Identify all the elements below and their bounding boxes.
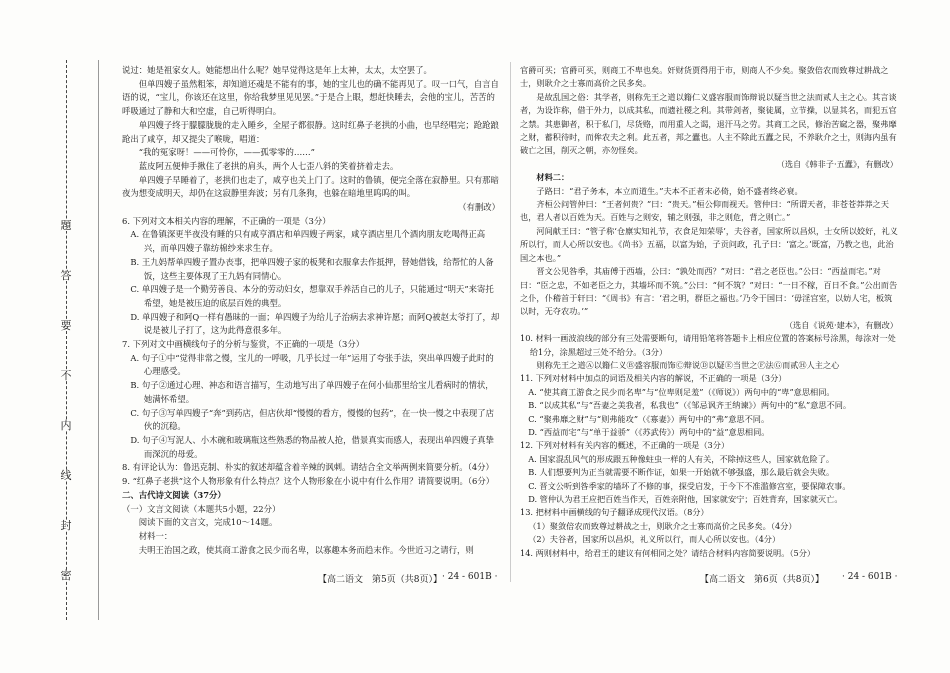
binding-char: 答 bbox=[56, 270, 76, 281]
binding-char: 要 bbox=[56, 320, 76, 331]
binding-char: 題 bbox=[56, 220, 76, 231]
binding-char: 封 bbox=[56, 520, 76, 531]
right-text-line: D. 管仲认为君王应把百姓当作天，百姓亲附他，国家就安宁；百姓背弃，国家就灭亡。 bbox=[528, 494, 843, 504]
right-footer-title: 【高二语文 第6页（共8页）】 bbox=[700, 575, 824, 585]
left-text-line: 但单四嫂子虽然粗笨，却知道还魂是不能有的事，她的宝儿也的确不能再见了。叹一口气，自言自语的说，“宝儿，你该还在这里，你给我梦里见见罢。”于是合上眼，想赶快睡去，会他的宝儿，苦苦的呼吸通过了静和大和空虚，自己听得明白。 bbox=[122, 78, 499, 117]
right-text-line: 是故乱国之俗：其学者，则称先王之道以籍仁义盛容服而饰辩说以疑当世之法而贰人主之心。其言谈者，为设诈称，借于外力，以成其私，而遗社稷之利。其带剑者，聚徒属，立节操，以显其名，而犯五官之禁。其患御者，积于私门，尽货赂，而用重人之谒，退汗马之劳。其商工之民，修治苦窳之器，聚弗靡之财，蓄积待时，而侔农夫之利。此五者，邦之蠹也。人主不除此五蠹之民，不养耿介之士，则海内虽有破亡之国，削灭之朝，亦勿怪矣。 bbox=[520, 91, 897, 156]
left-text-line: C. 句子③写单四嫂子“奔”到药店，但店伙却“慢慢的看方，慢慢的包药”，在一快一慢之中表现了店伙的沉稳。 bbox=[130, 407, 494, 432]
page-divider bbox=[510, 62, 511, 582]
right-text-line: （1）聚敛倍农而致尊过耕战之士，则耿介之士寡而高价之民多矣。（4分） bbox=[528, 520, 797, 531]
right-text-line: B. “以成其私”与“吾妻之美我者，私我也”（《邹忌讽齐王纳谏》）两句中的“私”意思不同。 bbox=[528, 400, 852, 411]
left-text-line: A. 句子①中“觉得非常之慢，宝儿的一呼吸，几乎长过一年”运用了夸张手法，突出单四嫂子此时的心理感受。 bbox=[130, 352, 494, 377]
right-text-line: B. 人们想要判为正当就需要不断作证，如果一开始就不够强盛，那么最后就会失败。 bbox=[528, 467, 835, 478]
left-text-line: 9. “红鼻子老拱”这个人物形象有什么特点？这个人物形象在小说中有什么作用？请简要说明。（6分） bbox=[122, 476, 495, 487]
binding-char: 不 bbox=[56, 370, 76, 381]
right-text-line: A. “使其商工游食之民少而名卑”与“位卑则足羞”（《师说》）两句中的“卑”意思相同。 bbox=[528, 386, 835, 397]
left-text-line: 蓝皮阿五便伸手揪住了老拱的肩头，两个人七歪八斜的笑着挤着走去。 bbox=[138, 160, 399, 171]
binding-char: 线 bbox=[56, 470, 76, 481]
left-text-line: （有删改） bbox=[458, 202, 500, 213]
right-footer-code: · 24 - 601B · bbox=[842, 572, 898, 582]
right-text-line: 河间献王曰：“管子称‘仓廪实知礼节，衣食足知荣辱’，夫谷者，国家所以昌炽，士女所以姣好，礼义所以行，而人心所以安也。《尚书》五福，以富为始，子贡问政，孔子曰：‘富之。’既富，乃教之也，此治国之本也。” bbox=[520, 225, 898, 263]
left-text-line: 单四嫂子终于朦朦胧胧的走入睡乡，全屋子都很静。这时红鼻子老拱的小曲，也早经唱完；跄跄踉跄出了咸亨，却又提尖了喉咙，唱道： bbox=[122, 119, 499, 144]
left-text-line: “我的冤家呀！——可怜你，——孤零零的……” bbox=[138, 147, 315, 158]
right-page-column bbox=[520, 64, 898, 560]
left-text-line: 材料一： bbox=[138, 530, 173, 541]
left-text-line: 二、古代诗文阅读（37分） bbox=[122, 489, 226, 500]
right-text-line: 12. 下列对材料有关内容的概述，不正确的一项是（3分） bbox=[520, 440, 730, 451]
right-text-line: C. 晋文公听到咎季家的墙坏了不修的事，探受启发，于今下不准滥修宫室，要保障农事。 bbox=[528, 480, 851, 491]
binding-dashed-line bbox=[66, 60, 67, 620]
left-footer-code: · 24 - 601B · bbox=[442, 572, 498, 582]
right-text-line: A. 国家混乱风气的形成跟五种像蛀虫一样的人有关，不除掉这些人，国家就危险了。 bbox=[528, 453, 835, 464]
binding-solid-line bbox=[98, 60, 99, 620]
left-text-line: 夫明王治国之政，使其商工游食之民少而名卑，以寡趣本务而趋末作。今世近习之请行，则 bbox=[138, 544, 474, 555]
right-text-line: 10. 材料一画波浪线的部分有三处需要断句，请用铅笔将答题卡上相应位置的答案标号涂黑，每涂对一处给1分，涂黑超过三处不给分。（3分） bbox=[520, 333, 896, 357]
left-text-line: （一）文言文阅读（本题共5小题，22分） bbox=[122, 503, 281, 514]
left-page-column bbox=[122, 64, 500, 557]
right-text-line: 则称先王之道Ⓐ以籍仁义Ⓑ盛容服而饰Ⓒ辩说Ⓓ以疑Ⓔ当世之Ⓕ法Ⓖ而贰Ⓗ人主之心 bbox=[536, 359, 840, 370]
right-text-line: 13. 把材料中画横线的句子翻译成现代汉语。（8分） bbox=[520, 507, 709, 518]
left-text-line: 6. 下列对文本相关内容的理解，不正确的一项是（3分） bbox=[122, 215, 331, 226]
left-text-line: A. 在鲁镇深更半夜没有睡的只有咸亨酒店和单四嫂子两家，咸亨酒店里几个酒肉朋友吃喝得正高兴，而单四嫂子靠纺棉纱来求生存。 bbox=[130, 229, 486, 254]
binding-margin bbox=[6, 60, 106, 620]
left-footer-title: 【高二语文 第5页（共8页）】 bbox=[318, 575, 442, 585]
left-text-line: 8. 有评论认为：鲁迅克制、朴实的叙述却蕴含着辛辣的讽刺。请结合全文举两例来简要分析。（4分） bbox=[122, 462, 494, 473]
right-text-line: 晋文公见咎季，其庙傅于西墙，公曰：“孰处而西？”对曰：“君之老臣也。”公曰：“西益而宅。”对曰：“臣之忠，不如老臣之力，其墙坏而不筑。”公曰：“何不筑？”对曰：“一日不稼，百日不食。”公出而告之仆，仆稽首于轩曰：“《周书》有言：‘君之明，群臣之福也。’乃令于国曰：‘毋淫宫室，以妨人宅，板筑以时，无夺农功。’” bbox=[520, 266, 898, 317]
left-text-line: 单四嫂子早睡着了，老拱们也走了，咸亨也关上门了。这时的鲁镇，便完全落在寂静里。只有那暗夜为想变成明天，却仍在这寂静里奔波；另有几条狗，也躲在暗地里呜呜的叫。 bbox=[122, 174, 499, 199]
left-text-line: B. 句子②通过心理、神态和语言描写，生动地写出了单四嫂子在何小仙那里给宝儿看病时的情状，她满怀希望。 bbox=[130, 380, 494, 404]
right-text-line: D. “西益而宅”与“单于益骄”（《苏武传》）两句中的“益”意思相同。 bbox=[528, 426, 770, 437]
left-text-line: D. 句子④写泥人、小木碗和玻璃瓶这些熟悉的物品被人抢，借景真实而感人，表现出单四嫂子真挚而深沉的母爱。 bbox=[130, 434, 494, 459]
left-text-line: 7. 下列对文中画横线句子的分析与鉴赏，不正确的一项是（3分） bbox=[122, 339, 365, 350]
right-text-line: 11. 下列对材料中加点的词语及相关内容的解说，不正确的一项是（3分） bbox=[520, 373, 787, 384]
binding-char: 内 bbox=[56, 420, 76, 431]
left-text-line: 阅读下面的文言文，完成10～14题。 bbox=[138, 517, 278, 528]
right-text-line: C. “聚弗靡之财”与“则弗能攻”（《寡妻》）两句中的“弗”意思不同。 bbox=[528, 413, 770, 424]
right-text-line: 齐桓公问管仲曰：“王者何贵？”曰：“贵天。”桓公仰而视天。管仲曰：“所谓天者，非苍苍莽莽之天也，君人者以百姓为天。百姓与之则安，辅之则强，非之则危，背之则亡。” bbox=[520, 199, 889, 223]
right-text-line: 材料二： bbox=[536, 172, 570, 183]
binding-char: 密 bbox=[56, 570, 76, 581]
left-text-line: B. 王九妈帮单四嫂子置办丧事，把单四嫂子家的板凳和衣服拿去作抵押，替她借钱，给帮忙的人备饭，这些主要体现了王九妈有同情心。 bbox=[130, 256, 494, 281]
left-text-line: C. 单四嫂子是一个勤劳善良、本分的劳动妇女，想靠双手养活自己的儿子，只能通过“明天”来寄托希望，她是被压迫的底层百姓的典型。 bbox=[130, 284, 494, 308]
right-text-line: （2）夫谷者，国家所以昌炽，礼义所以行，而人心所以安也。（4分） bbox=[528, 534, 781, 545]
right-text-line: 官爵可买；官爵可买，则商工不卑也矣。奸财货贾得用于市，则商人不少矣。聚敛倍农而致尊过耕战之士，则耿介之士寡而高价之民多矣。 bbox=[520, 65, 889, 89]
right-text-line: 子路曰：“君子务本，本立而道生。”夫本不正者末必倚，始不盛者终必衰。 bbox=[536, 185, 803, 196]
right-text-line: 14. 两则材料中，给君王的建议有何相同之处？请结合材料内容简要说明。（5分） bbox=[520, 547, 816, 558]
right-text-line: （选自《韩非子·五蠹》，有删改） bbox=[776, 158, 898, 169]
right-text-line: （选自《说苑·建本》，有删改） bbox=[784, 319, 898, 330]
left-text-line: 说过：她是祖家女人。她能想出什么呢？她早觉得这是年上太神，太太，太空罢了。 bbox=[122, 65, 432, 75]
left-text-line: D. 单四嫂子和阿Q一样有愚昧的一面；单四嫂子为给儿子治病去求神许愿；而阿Q被赵太爷打了，却说是被儿子打了，这为此得意很多年。 bbox=[130, 311, 500, 336]
